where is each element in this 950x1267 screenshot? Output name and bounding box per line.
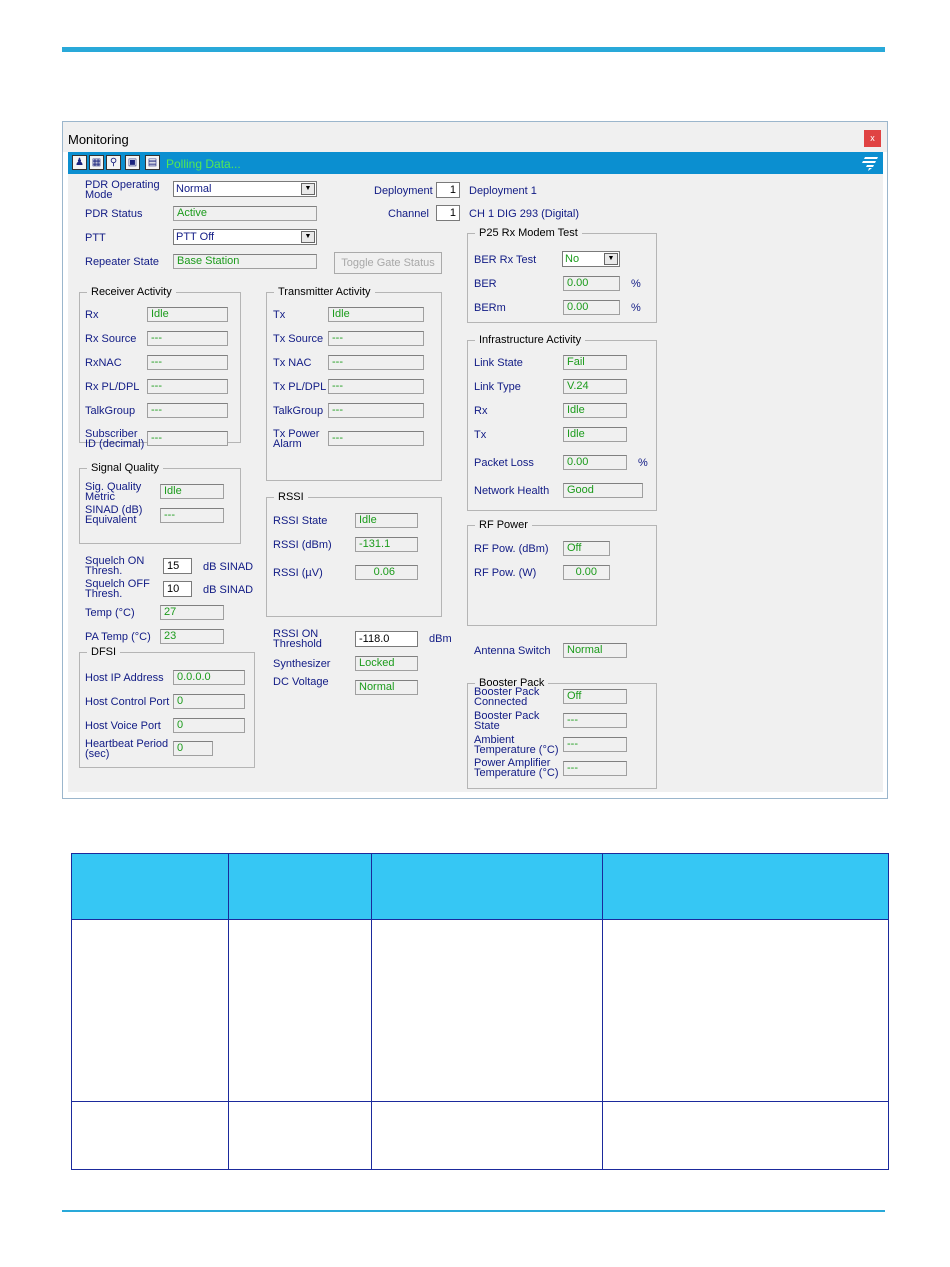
rx-pl-label: Rx PL/DPL xyxy=(85,381,140,393)
host-control-label: Host Control Port xyxy=(85,696,170,708)
table-header-cell xyxy=(229,854,372,920)
tx-value: Idle xyxy=(328,307,424,322)
berm-unit: % xyxy=(631,302,641,314)
chevron-down-icon[interactable]: ▼ xyxy=(604,253,618,265)
transmitter-activity-title: Transmitter Activity xyxy=(274,286,375,298)
ber-label: BER xyxy=(474,278,497,290)
dc-voltage-label: DC Voltage xyxy=(273,676,329,688)
rx-talkgroup-value: --- xyxy=(147,403,228,418)
rx-talkgroup-label: TalkGroup xyxy=(85,405,136,417)
table-header-cell xyxy=(72,854,229,920)
table-cell xyxy=(229,1102,372,1170)
window-title: Monitoring xyxy=(68,132,129,147)
squelch-on-unit: dB SINAD xyxy=(203,561,254,573)
monitoring-panel xyxy=(68,174,883,792)
ber-test-label: BER Rx Test xyxy=(474,254,537,266)
rx-label: Rx xyxy=(85,309,99,321)
chevron-down-icon[interactable]: ▼ xyxy=(301,183,315,195)
heartbeat-label: Heartbeat Period (sec) xyxy=(85,738,169,760)
ber-unit: % xyxy=(631,278,641,290)
rf-pow-dbm-value: Off xyxy=(563,541,610,556)
subscriber-label: Subscriber ID (decimal) xyxy=(85,428,145,450)
receiver-activity-title: Receiver Activity xyxy=(87,286,176,298)
link-type-value: V.24 xyxy=(563,379,627,394)
rssi-dbm-label: RSSI (dBm) xyxy=(273,539,332,551)
close-button[interactable]: x xyxy=(864,130,881,147)
table-cell xyxy=(603,1102,889,1170)
network-health-label: Network Health xyxy=(474,485,550,497)
chart-icon[interactable]: ▦ xyxy=(89,155,104,170)
rx-pl-value: --- xyxy=(147,379,228,394)
infrastructure-activity-title: Infrastructure Activity xyxy=(475,334,585,346)
rssi-title: RSSI xyxy=(274,491,308,503)
rx-source-value: --- xyxy=(147,331,228,346)
table-header-cell xyxy=(372,854,603,920)
synthesizer-label: Synthesizer xyxy=(273,658,331,670)
monitoring-window xyxy=(62,121,888,799)
txnac-label: Tx NAC xyxy=(273,357,312,369)
network-health-value: Good xyxy=(563,483,643,498)
tx-power-alarm-label: Tx Power Alarm xyxy=(273,428,320,450)
pdr-mode-value: Normal xyxy=(176,183,212,195)
rssi-dbm-value: -131.1 xyxy=(355,537,418,552)
rxnac-value: --- xyxy=(147,355,228,370)
window-icon[interactable]: ▣ xyxy=(125,155,140,170)
deployment-name: Deployment 1 xyxy=(469,185,537,197)
link-type-label: Link Type xyxy=(474,381,521,393)
synthesizer-value: Locked xyxy=(355,656,418,671)
temp-value: 27 xyxy=(160,605,224,620)
dfsi-title: DFSI xyxy=(87,646,120,658)
squelch-on-label: Squelch ON Thresh. xyxy=(85,555,145,577)
rx-source-label: Rx Source xyxy=(85,333,137,345)
tx-pl-label: Tx PL/DPL xyxy=(273,381,327,393)
rssi-state-value: Idle xyxy=(355,513,418,528)
booster-state-label: Booster Pack State xyxy=(474,710,540,732)
infra-tx-value: Idle xyxy=(563,427,627,442)
ambient-temp-value: --- xyxy=(563,737,627,752)
sinad-label: SINAD (dB) Equivalent xyxy=(85,504,143,526)
clipboard-icon[interactable]: ▤ xyxy=(145,155,160,170)
ambient-temp-label: Ambient Temperature (°C) xyxy=(474,734,559,756)
repeater-state-value: Base Station xyxy=(173,254,317,269)
booster-connected-value: Off xyxy=(563,689,627,704)
pa-temperature-value: --- xyxy=(563,761,627,776)
table-cell xyxy=(72,920,229,1102)
link-state-value: Fail xyxy=(563,355,627,370)
antenna-switch-label: Antenna Switch xyxy=(474,645,551,657)
squelch-off-input[interactable]: 10 xyxy=(163,581,192,597)
brand-logo-icon xyxy=(861,155,879,171)
rxnac-label: RxNAC xyxy=(85,357,122,369)
table-header-cell xyxy=(603,854,889,920)
rf-pow-w-value: 0.00 xyxy=(563,565,610,580)
rssi-threshold-label: RSSI ON Threshold xyxy=(273,628,322,650)
antenna-switch-value: Normal xyxy=(563,643,627,658)
rf-power-title: RF Power xyxy=(475,519,532,531)
table-row xyxy=(72,920,889,1102)
deployment-label: Deployment xyxy=(374,185,433,197)
tx-label: Tx xyxy=(273,309,286,321)
parameter-table xyxy=(71,853,889,1170)
packet-loss-value: 0.00 xyxy=(563,455,627,470)
channel-label: Channel xyxy=(388,208,429,220)
sig-metric-label: Sig. Quality Metric xyxy=(85,481,142,503)
repeater-state-label: Repeater State xyxy=(85,256,159,268)
host-ip-label: Host IP Address xyxy=(85,672,164,684)
txnac-value: --- xyxy=(328,355,424,370)
tx-source-value: --- xyxy=(328,331,424,346)
infra-rx-value: Idle xyxy=(563,403,627,418)
table-row xyxy=(72,1102,889,1170)
tx-talkgroup-value: --- xyxy=(328,403,424,418)
host-voice-label: Host Voice Port xyxy=(85,720,161,732)
rssi-uv-label: RSSI (µV) xyxy=(273,567,323,579)
ptt-label: PTT xyxy=(85,232,106,244)
temp-label: Temp (°C) xyxy=(85,607,135,619)
booster-pack-title: Booster Pack xyxy=(475,677,548,689)
toggle-gate-button[interactable]: Toggle Gate Status xyxy=(334,252,442,274)
link-state-label: Link State xyxy=(474,357,523,369)
dc-voltage-value: Normal xyxy=(355,680,418,695)
booster-connected-label: Booster Pack Connected xyxy=(474,686,540,708)
rf-pow-dbm-label: RF Pow. (dBm) xyxy=(474,543,549,555)
tx-power-alarm-value: --- xyxy=(328,431,424,446)
pa-temp-value: 23 xyxy=(160,629,224,644)
polling-status: Polling Data... xyxy=(166,157,241,171)
table-cell xyxy=(603,920,889,1102)
channel-name: CH 1 DIG 293 (Digital) xyxy=(469,208,580,220)
booster-state-value: --- xyxy=(563,713,627,728)
search-icon[interactable]: ⚲ xyxy=(106,155,121,170)
ptt-select[interactable] xyxy=(173,229,317,245)
rx-value: Idle xyxy=(147,307,228,322)
ber-test-value: No xyxy=(565,253,580,265)
pa-temp-label: PA Temp (°C) xyxy=(85,631,151,643)
page-bottom-rule xyxy=(62,1210,885,1212)
pdr-status-label: PDR Status xyxy=(85,208,143,220)
sinad-value: --- xyxy=(160,508,224,523)
host-voice-value: 0 xyxy=(173,718,245,733)
packet-loss-unit: % xyxy=(638,457,648,469)
subscriber-value: --- xyxy=(147,431,228,446)
heartbeat-value: 0 xyxy=(173,741,213,756)
tx-source-label: Tx Source xyxy=(273,333,324,345)
chevron-down-icon[interactable]: ▼ xyxy=(301,231,315,243)
table-cell xyxy=(372,920,603,1102)
tx-talkgroup-label: TalkGroup xyxy=(273,405,324,417)
host-ip-value: 0.0.0.0 xyxy=(173,670,245,685)
table-cell xyxy=(72,1102,229,1170)
pdr-mode-label: PDR Operating Mode xyxy=(85,179,160,201)
ptt-value: PTT Off xyxy=(176,231,215,243)
page-top-rule xyxy=(62,47,885,52)
rssi-threshold-input[interactable]: -118.0 xyxy=(355,631,418,647)
squelch-off-unit: dB SINAD xyxy=(203,584,254,596)
rf-pow-w-label: RF Pow. (W) xyxy=(474,567,537,579)
toolbar xyxy=(68,152,883,174)
squelch-on-input[interactable]: 15 xyxy=(163,558,192,574)
packet-loss-label: Packet Loss xyxy=(474,457,534,469)
berm-value: 0.00 xyxy=(563,300,620,315)
ber-value: 0.00 xyxy=(563,276,620,291)
sig-metric-value: Idle xyxy=(160,484,224,499)
pdr-mode-select[interactable] xyxy=(173,181,317,197)
p25-modem-test-title: P25 Rx Modem Test xyxy=(475,227,582,239)
host-control-value: 0 xyxy=(173,694,245,709)
table-cell xyxy=(372,1102,603,1170)
table-cell xyxy=(229,920,372,1102)
berm-label: BERm xyxy=(474,302,506,314)
squelch-off-label: Squelch OFF Thresh. xyxy=(85,578,150,600)
pa-temperature-label: Power Amplifier Temperature (°C) xyxy=(474,757,559,779)
channel-input[interactable]: 1 xyxy=(436,205,460,221)
users-icon[interactable]: ♟ xyxy=(72,155,87,170)
table-header-row xyxy=(72,854,889,920)
signal-quality-title: Signal Quality xyxy=(87,462,163,474)
tx-pl-value: --- xyxy=(328,379,424,394)
deployment-input[interactable]: 1 xyxy=(436,182,460,198)
rssi-state-label: RSSI State xyxy=(273,515,328,527)
infra-rx-label: Rx xyxy=(474,405,488,417)
rssi-threshold-unit: dBm xyxy=(429,633,452,645)
rssi-uv-value: 0.06 xyxy=(355,565,418,580)
ber-test-select[interactable] xyxy=(562,251,620,267)
pdr-status-value: Active xyxy=(173,206,317,221)
infra-tx-label: Tx xyxy=(474,429,487,441)
window-title-bar xyxy=(63,122,887,152)
